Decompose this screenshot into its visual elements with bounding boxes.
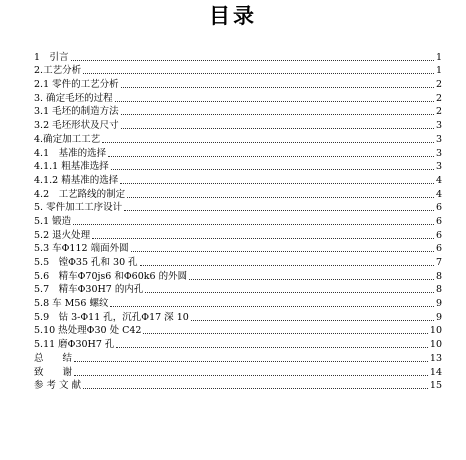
toc-entry-page: 10 (429, 325, 442, 337)
toc-leader-dots (120, 182, 434, 184)
toc-entry-page: 6 (435, 243, 442, 255)
toc-entry-label: 致 谢 (34, 366, 73, 378)
toc-entry[interactable] (34, 91, 442, 105)
toc-entry-label: 5.5 镗Φ35 孔和 30 孔 (34, 257, 138, 268)
toc-entry-label: 2.1 零件的工艺分析 (34, 79, 119, 91)
toc-entry[interactable] (34, 214, 442, 228)
toc-leader-dots (115, 100, 434, 102)
toc-entry-label: 5.11 磨Φ30H7 孔 (34, 339, 115, 351)
toc-entry-page: 4 (435, 174, 442, 186)
toc-entry-page: 10 (429, 339, 442, 351)
toc-entry-label: 5. 零件加工工序设计 (34, 202, 123, 214)
table-of-contents (34, 50, 442, 392)
toc-entry-label: 3.1 毛坯的制造方法 (34, 106, 119, 118)
toc-leader-dots (111, 168, 434, 170)
toc-entry-label: 3. 确定毛坯的过程 (34, 92, 113, 104)
toc-entry-page: 3 (435, 133, 442, 145)
toc-leader-dots (127, 196, 434, 198)
toc-leader-dots (121, 127, 434, 129)
toc-entry[interactable] (34, 296, 442, 310)
toc-entry-label: 5.2 退火处理 (34, 229, 91, 241)
toc-leader-dots (83, 387, 428, 389)
toc-entry-label: 4.1 基准的选择 (34, 147, 107, 159)
toc-entry-page: 3 (435, 161, 442, 173)
toc-leader-dots (73, 223, 434, 225)
toc-entry-label: 5.6 精车Φ70js6 和Φ60k6 的外圆 (34, 270, 188, 282)
toc-entry[interactable] (34, 77, 442, 91)
toc-entry-page: 8 (435, 284, 442, 296)
toc-entry[interactable] (34, 146, 442, 160)
toc-entry-page: 6 (435, 215, 442, 227)
toc-entry[interactable] (34, 255, 442, 269)
toc-leader-dots (74, 374, 428, 376)
toc-entry-label: 5.1 锻造 (34, 215, 72, 227)
toc-entry-page: 4 (435, 188, 442, 200)
toc-entry-label: 总 结 (34, 352, 73, 364)
toc-entry-page: 7 (435, 257, 442, 268)
toc-leader-dots (116, 346, 428, 348)
toc-entry-label: 2.工艺分析 (34, 65, 82, 77)
toc-leader-dots (102, 141, 434, 143)
toc-entry[interactable] (34, 132, 442, 146)
toc-entry-label: 3.2 毛坯形状及尺寸 (34, 120, 119, 132)
toc-entry-page: 6 (435, 202, 442, 214)
page-title: 目录 (209, 4, 257, 28)
toc-entry-page: 6 (435, 229, 442, 241)
toc-entry-page: 3 (435, 120, 442, 132)
toc-entry[interactable] (34, 64, 442, 78)
toc-entry[interactable] (34, 187, 442, 201)
toc-entry[interactable] (34, 160, 442, 174)
toc-entry[interactable] (34, 173, 442, 187)
toc-entry[interactable] (34, 105, 442, 119)
toc-entry[interactable] (34, 228, 442, 242)
toc-leader-dots (145, 291, 434, 293)
toc-leader-dots (74, 360, 428, 362)
toc-leader-dots (83, 72, 434, 74)
toc-entry[interactable] (34, 283, 442, 297)
toc-entry-page: 13 (429, 352, 442, 364)
toc-entry-label: 1 引言 (34, 51, 69, 63)
toc-entry[interactable] (34, 269, 442, 283)
toc-entry[interactable] (34, 337, 442, 351)
toc-leader-dots (92, 237, 434, 239)
toc-entry-page: 3 (435, 147, 442, 159)
toc-entry-label: 5.9 钻 3-Φ11 孔，沉孔Φ17 深 10 (34, 311, 189, 323)
toc-entry[interactable] (34, 118, 442, 132)
toc-entry-page: 15 (429, 380, 442, 392)
toc-leader-dots (189, 278, 434, 280)
toc-entry[interactable] (34, 324, 442, 338)
toc-entry-label: 5.10 热处理Φ30 处 C42 (34, 325, 142, 337)
toc-entry-label: 4.1.2 精基准的选择 (34, 174, 119, 186)
toc-leader-dots (191, 319, 434, 321)
toc-leader-dots (143, 332, 427, 334)
toc-entry[interactable] (34, 379, 442, 393)
toc-entry-label: 参 考 文 献 (34, 380, 82, 392)
toc-entry-label: 4.确定加工工艺 (34, 133, 101, 145)
toc-entry[interactable] (34, 365, 442, 379)
toc-entry[interactable] (34, 201, 442, 215)
toc-entry-label: 5.8 车 M56 螺纹 (34, 298, 109, 310)
toc-entry-page: 2 (435, 106, 442, 118)
toc-entry[interactable] (34, 351, 442, 365)
toc-leader-dots (140, 264, 434, 266)
toc-leader-dots (131, 250, 434, 252)
toc-leader-dots (71, 59, 434, 61)
toc-entry-page: 9 (435, 311, 442, 323)
toc-leader-dots (124, 209, 434, 211)
toc-entry-page: 9 (435, 298, 442, 310)
toc-entry-page: 2 (435, 79, 442, 91)
toc-entry-page: 1 (435, 51, 442, 63)
toc-leader-dots (121, 86, 434, 88)
toc-entry-page: 1 (435, 65, 442, 77)
toc-entry[interactable] (34, 50, 442, 64)
toc-leader-dots (108, 155, 434, 157)
toc-entry-label: 5.7 精车Φ30H7 的内孔 (34, 284, 144, 296)
toc-entry-label: 5.3 车Φ112 端面外圆 (34, 243, 129, 255)
toc-entry-label: 4.2 工艺路线的制定 (34, 188, 126, 200)
toc-entry-page: 8 (435, 270, 442, 282)
toc-entry[interactable] (34, 310, 442, 324)
toc-entry-page: 14 (429, 366, 442, 378)
toc-entry-label: 4.1.1 粗基准选择 (34, 161, 109, 173)
toc-entry[interactable] (34, 242, 442, 256)
toc-leader-dots (121, 113, 434, 115)
toc-leader-dots (110, 305, 433, 307)
toc-entry-page: 2 (435, 92, 442, 104)
